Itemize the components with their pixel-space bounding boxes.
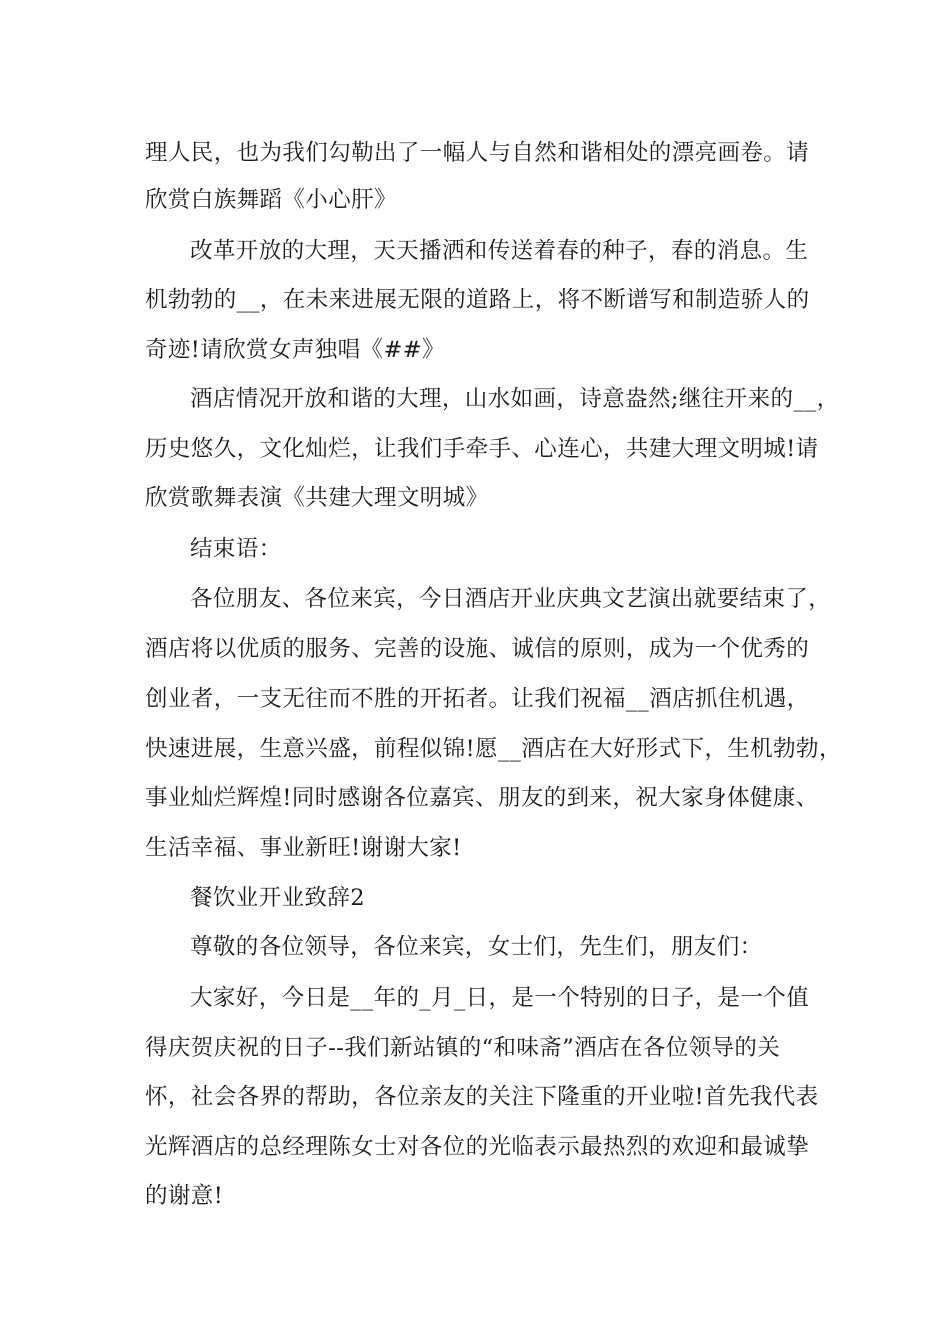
text-line: 欣赏歌舞表演《共建大理文明城》: [145, 485, 489, 511]
section-title: 餐饮业开业致辞2: [190, 885, 366, 911]
text-line: 光辉酒店的总经理陈女士对各位的光临表示最热烈的欢迎和最诚挚: [145, 1134, 810, 1160]
text-line: 怀，社会各界的帮助，各位亲友的关注下隆重的开业啦!首先我代表: [145, 1084, 819, 1110]
text-line: 生活幸福、事业新旺!谢谢大家!: [145, 835, 462, 861]
text-line: 事业灿烂辉煌!同时感谢各位嘉宾、朋友的到来，祝大家身体健康、: [145, 785, 819, 811]
paragraph-start: 改革开放的大理，天天播洒和传送着春的种子，春的消息。生: [190, 238, 809, 264]
text-line: 酒店将以优质的服务、完善的设施、诚信的原则，成为一个优秀的: [145, 636, 810, 662]
paragraph-start: 大家好，今日是__年的_月_日，是一个特别的日子，是一个值: [190, 985, 810, 1011]
text-line: 得庆贺庆祝的日子--我们新站镇的“和味斋”酒店在各位领导的关: [145, 1035, 781, 1061]
salutation: 尊敬的各位领导，各位来宾，女士们，先生们，朋友们：: [190, 934, 763, 960]
section-heading: 结束语：: [190, 536, 282, 562]
paragraph-start: 各位朋友、各位来宾，今日酒店开业庆典文艺演出就要结束了，: [190, 586, 832, 612]
text-line: 快速进展，生意兴盛，前程似锦!愿__酒店在大好形式下，生机勃勃，: [145, 736, 842, 762]
paragraph-start: 酒店情况开放和谐的大理，山水如画，诗意盎然;继往开来的__，: [190, 386, 840, 412]
text-line: 的谢意!: [145, 1183, 224, 1209]
text-line: 奇迹!请欣赏女声独唱《##》: [145, 337, 445, 363]
text-line: 机勃勃的__，在未来进展无限的道路上，将不断谱写和制造骄人的: [145, 287, 810, 313]
text-line: 理人民，也为我们勾勒出了一幅人与自然和谐相处的漂亮画卷。请: [145, 140, 810, 166]
text-line: 创业者，一支无往而不胜的开拓者。让我们祝福__酒店抓住机遇，: [145, 686, 810, 712]
text-line: 欣赏白族舞蹈《小心肝》: [145, 187, 397, 213]
text-line: 历史悠久，文化灿烂，让我们手牵手、心连心，共建大理文明城!请: [145, 436, 819, 462]
